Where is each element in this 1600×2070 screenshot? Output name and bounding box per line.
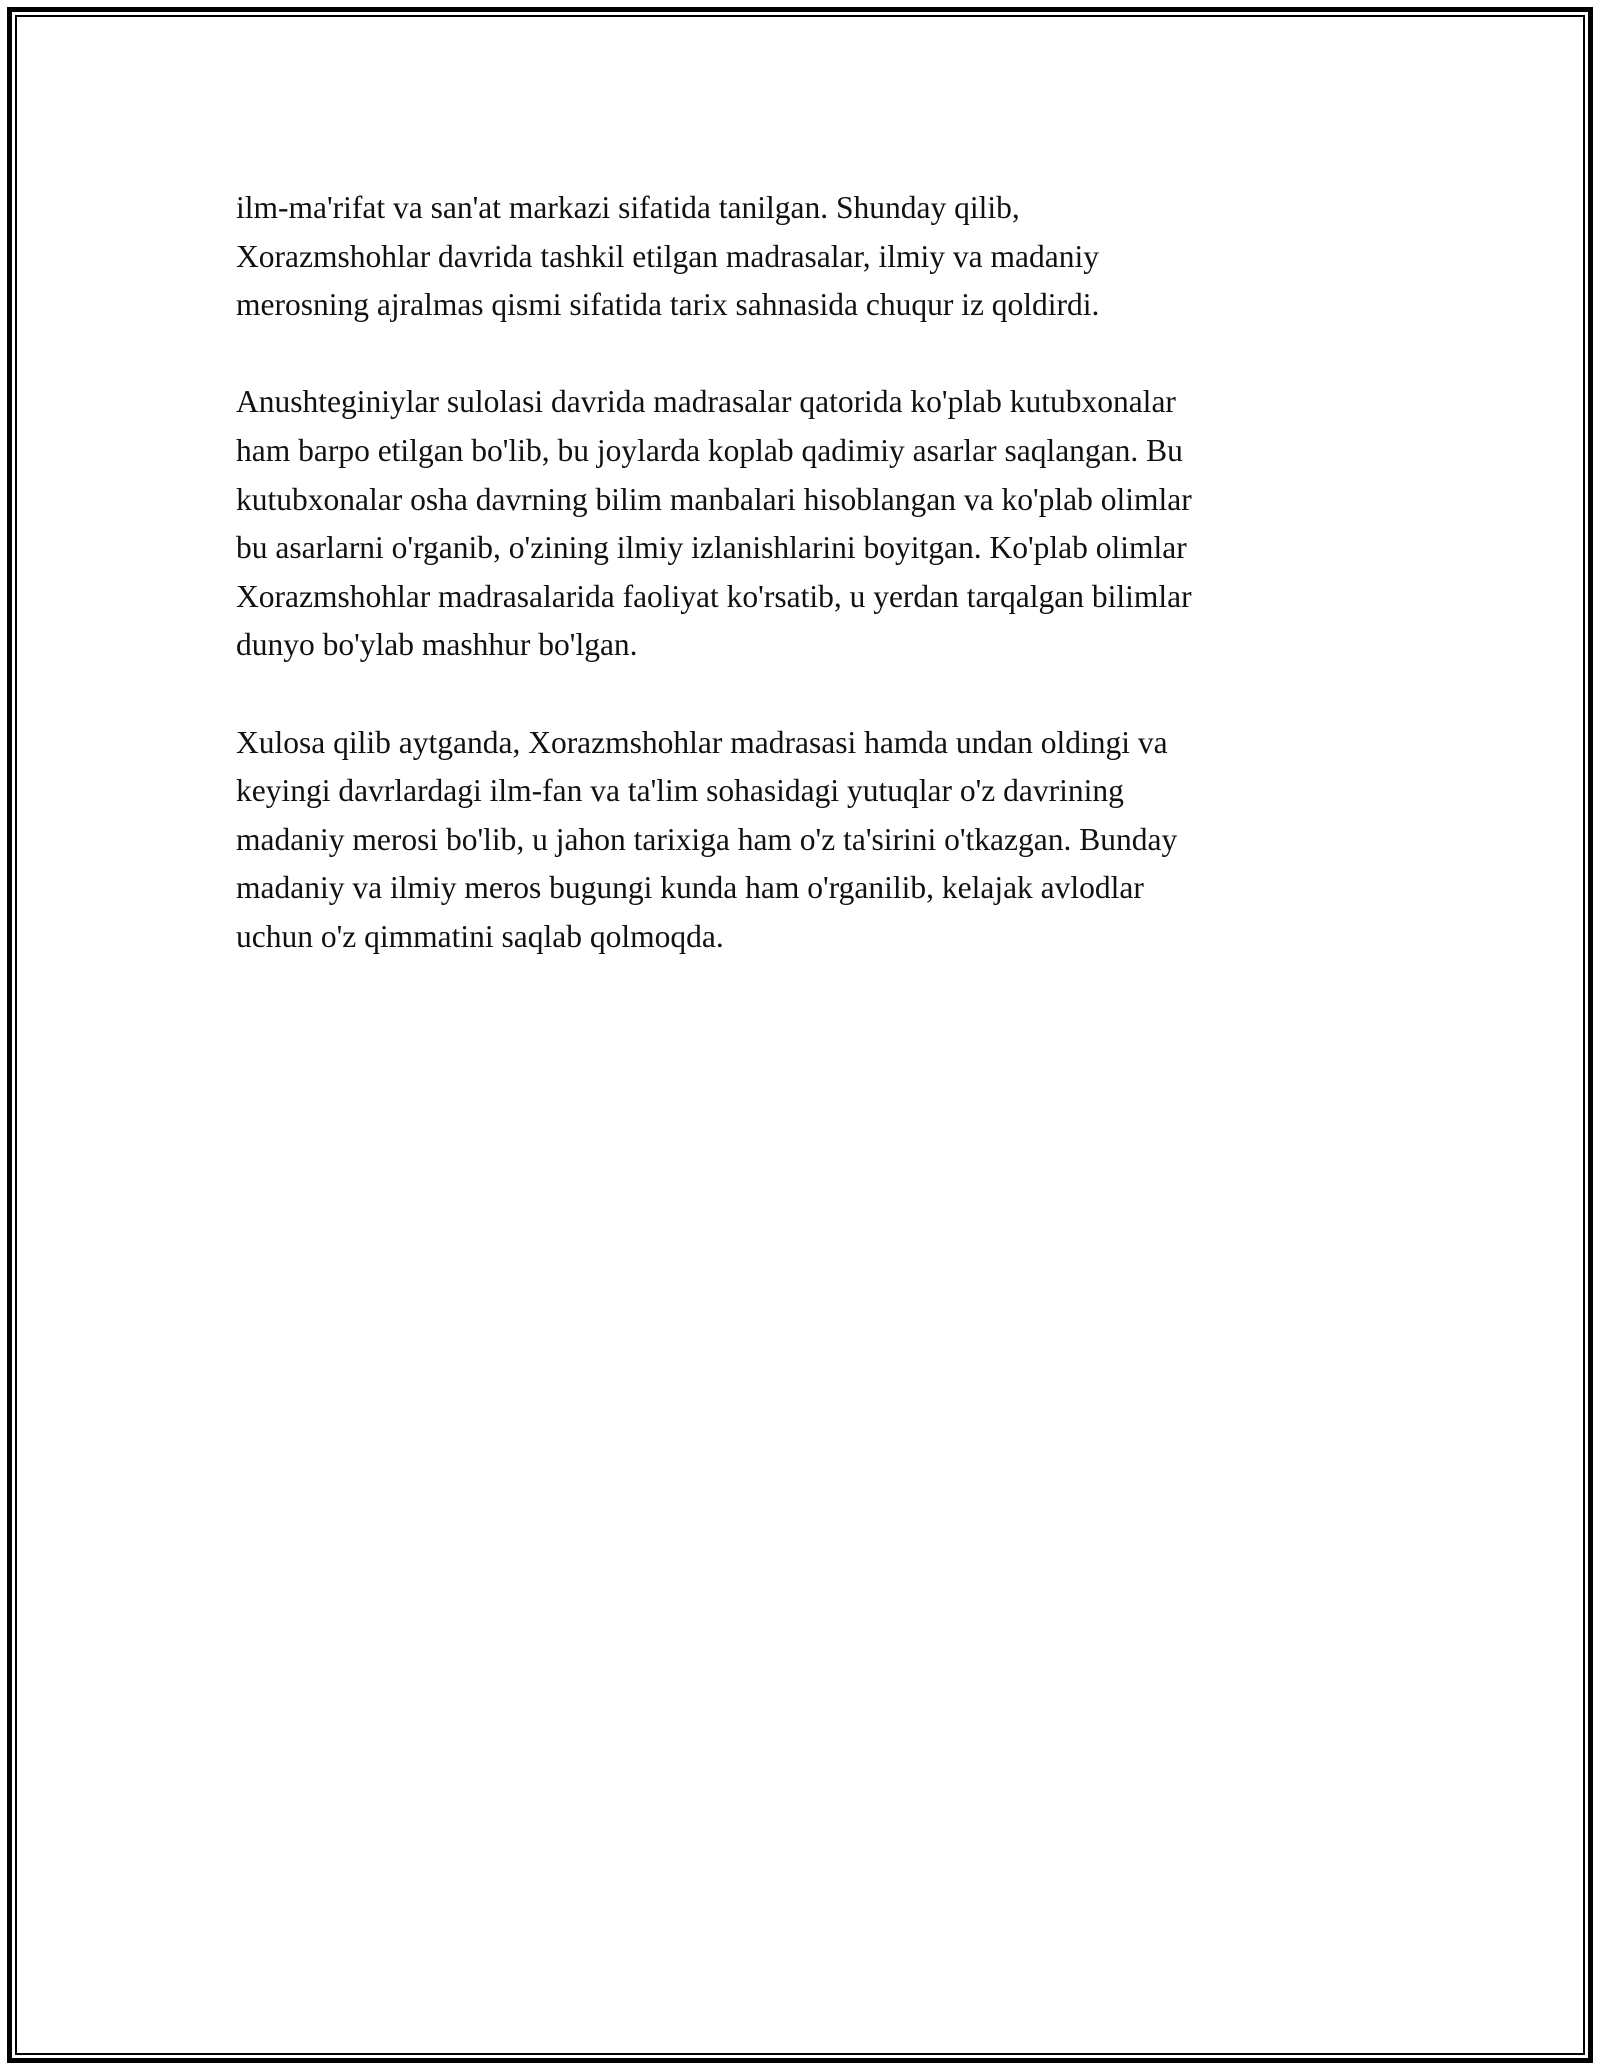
paragraph-line: Xorazmshohlar davrida tashkil etilgan madrasalar, ilmiy va madaniy (236, 238, 1099, 274)
paragraph-line: ilm-ma'rifat va san'at markazi sifatida tanilgan. Shunday qilib, (236, 190, 1020, 225)
paragraph-line: Anushteginiylar sulolasi davrida madrasalar qatorida ko'plab kutubxonalar (236, 384, 1176, 420)
paragraph-1 (236, 184, 1356, 330)
paragraph-line: madaniy merosi bo'lib, u jahon tarixiga ham o'z ta'sirini o'tkazgan. Bunday (236, 821, 1178, 857)
paragraph-line: kutubxonalar osha davrning bilim manbalari hisoblangan va ko'plab olimlar (236, 481, 1192, 517)
paragraph-line: Xorazmshohlar madrasalarida faoliyat ko'rsatib, u yerdan tarqalgan bilimlar (236, 578, 1192, 614)
paragraph-3 (236, 719, 1356, 962)
paragraph-line: merosning ajralmas qismi sifatida tarix sahnasida chuqur iz qoldirdi. (236, 287, 1100, 323)
paragraph-line: keyingi davrlardagi ilm-fan va ta'lim sohasidagi yutuqlar o'z davrining (236, 773, 1124, 809)
paragraph-line: ham barpo etilgan bo'lib, bu joylarda koplab qadimiy asarlar saqlangan. Bu (236, 432, 1183, 468)
paragraph-line: uchun o'z qimmatini saqlab qolmoqda. (236, 918, 724, 954)
document-body (236, 184, 1356, 962)
paragraph-2 (236, 378, 1356, 670)
paragraph-line: Xulosa qilib aytganda, Xorazmshohlar madrasasi hamda undan oldingi va (236, 724, 1168, 760)
paragraph-line: bu asarlarni o'rganib, o'zining ilmiy izlanishlarini boyitgan. Ko'plab olimlar (236, 530, 1187, 566)
paragraph-line: madaniy va ilmiy meros bugungi kunda ham o'rganilib, kelajak avlodlar (236, 870, 1144, 906)
paragraph-line: dunyo bo'ylab mashhur bo'lgan. (236, 627, 638, 663)
